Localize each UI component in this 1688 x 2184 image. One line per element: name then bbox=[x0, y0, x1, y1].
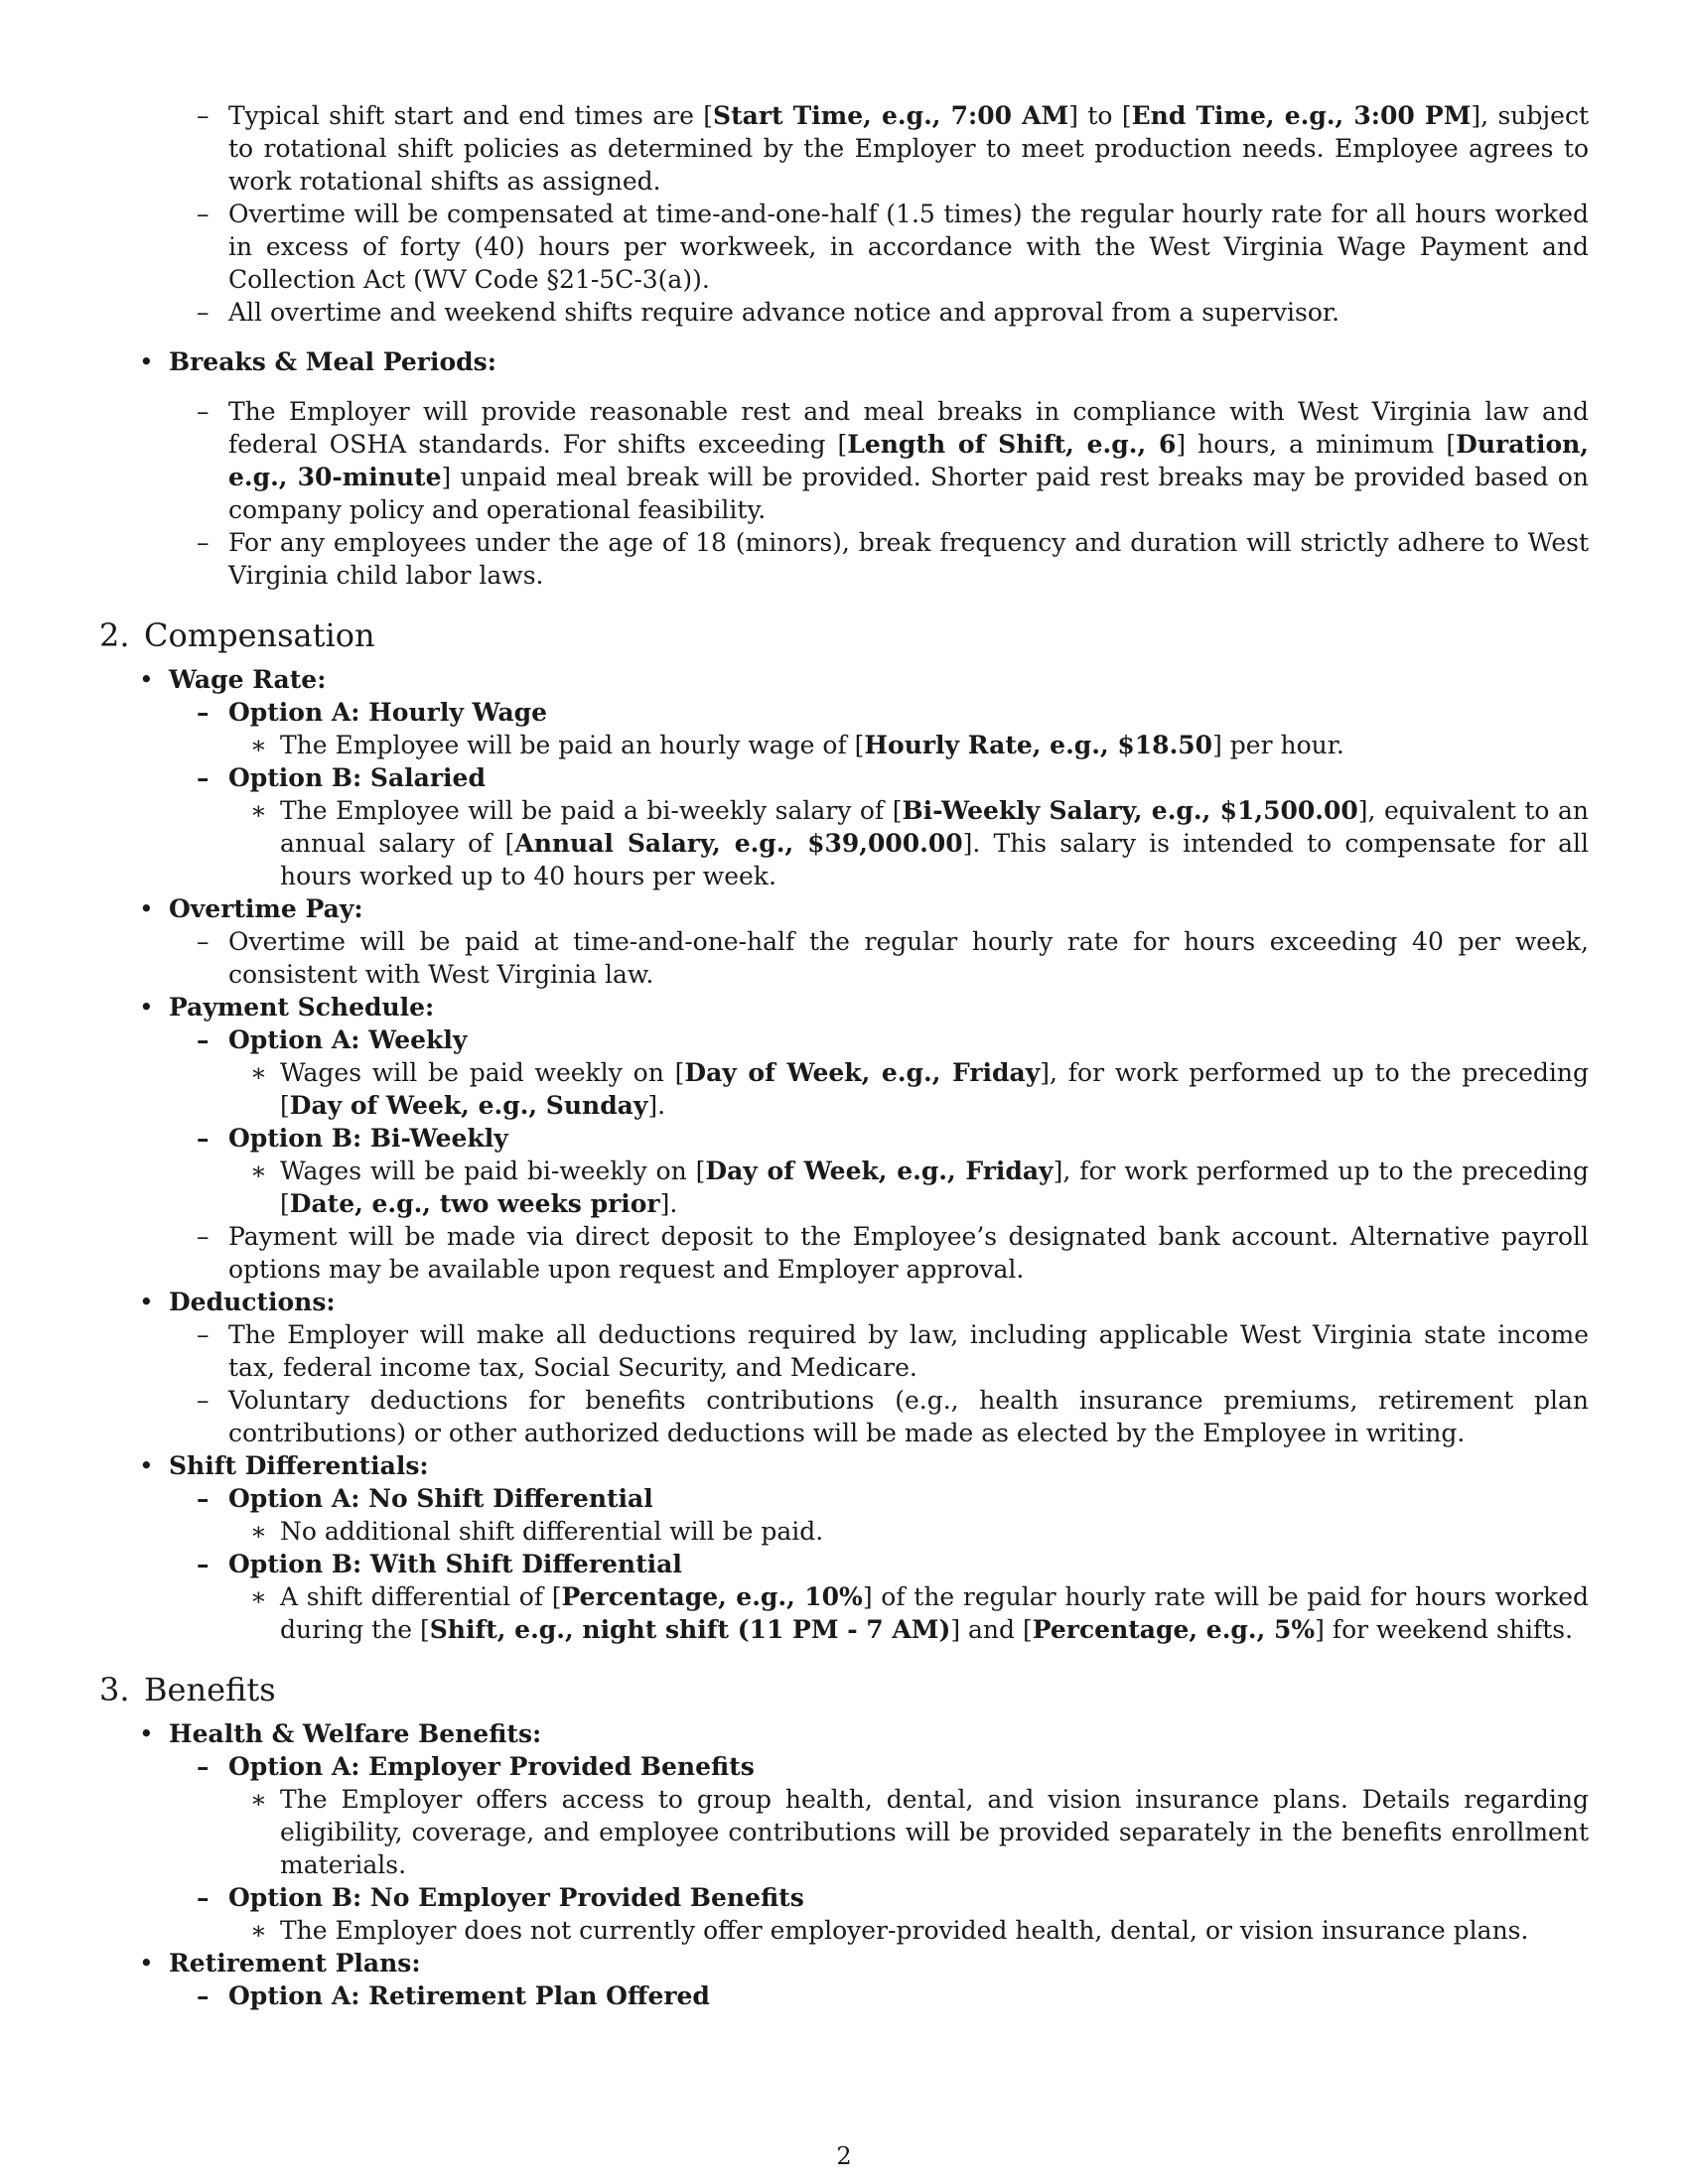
list-item-text: The Employee will be paid a bi-weekly salary of [Bi-Weekly Salary, e.g., $1,500.00], equivalent to an annual salary of [Annual Salary, e.g., $39,000.00]. This salary is intended to compensate for all hours worked up to 40 hours per week. bbox=[280, 796, 1589, 890]
shift-differentials-heading bbox=[99, 1449, 1589, 1482]
dash-marker: – bbox=[197, 1752, 210, 1781]
bullet-marker: • bbox=[139, 894, 154, 923]
list-item bbox=[99, 1155, 1589, 1220]
placeholder-field: Hourly Rate, e.g., $18.50 bbox=[864, 731, 1213, 759]
list-item-text: Voluntary deductions for benefits contributions (e.g., health insurance premiums, retirement plan contributions) or other authorized deductions will be made as elected by the Employee in writing. bbox=[228, 1386, 1589, 1447]
placeholder-field: End Time, e.g., 3:00 PM bbox=[1131, 101, 1472, 130]
shift-differentials-label: Shift Differentials: bbox=[169, 1451, 429, 1480]
section-number: 2. bbox=[99, 616, 130, 654]
list-item-text: The Employee will be paid an hourly wage of [Hourly Rate, e.g., $18.50] per hour. bbox=[280, 731, 1344, 759]
list-item bbox=[99, 99, 1589, 198]
placeholder-field: Day of Week, e.g., Sunday bbox=[289, 1091, 648, 1120]
list-item bbox=[99, 794, 1589, 892]
overtime-heading bbox=[99, 892, 1589, 925]
dash-marker: – bbox=[197, 101, 210, 130]
list-item-text: All overtime and weekend shifts require advance notice and approval from a supervisor. bbox=[228, 298, 1340, 327]
list-item-text: The Employer offers access to group health, dental, and vision insurance plans. Details regarding eligibility, coverage, and employee contributions will be provided separately in the benefits enrollment materials. bbox=[280, 1785, 1589, 1879]
dash-marker: – bbox=[197, 1550, 210, 1578]
dash-marker: – bbox=[197, 1883, 210, 1912]
dash-marker: – bbox=[197, 1124, 210, 1153]
asterisk-marker: ∗ bbox=[250, 1517, 267, 1546]
breaks-heading bbox=[99, 345, 1589, 378]
option-label: Option B: With Shift Differential bbox=[228, 1550, 682, 1578]
dash-marker: – bbox=[197, 1484, 210, 1513]
dash-marker: – bbox=[197, 1320, 210, 1349]
option-heading bbox=[99, 1881, 1589, 1914]
list-item bbox=[99, 1783, 1589, 1881]
placeholder-field: Length of Shift, e.g., 6 bbox=[847, 430, 1177, 459]
option-label: Option A: Hourly Wage bbox=[228, 698, 548, 727]
option-heading bbox=[99, 1122, 1589, 1155]
placeholder-field: Day of Week, e.g., Friday bbox=[705, 1157, 1054, 1185]
dash-marker: – bbox=[197, 1025, 210, 1054]
retirement-heading bbox=[99, 1947, 1589, 1979]
section-heading-benefits bbox=[99, 1670, 1589, 1709]
option-heading bbox=[99, 1482, 1589, 1515]
option-heading bbox=[99, 696, 1589, 729]
option-label: Option B: Bi-Weekly bbox=[228, 1124, 508, 1153]
list-item-text: A shift differential of [Percentage, e.g., 10%] of the regular hourly rate will be paid for hours worked during the [Shift, e.g., night shift (11 PM - 7 AM)] and [Percentage, e.g., 5%] for weekend shifts. bbox=[280, 1582, 1589, 1644]
list-item bbox=[99, 925, 1589, 991]
retirement-label: Retirement Plans: bbox=[169, 1949, 421, 1978]
dash-marker: – bbox=[197, 927, 210, 956]
health-welfare-label: Health & Welfare Benefits: bbox=[169, 1719, 542, 1748]
payment-schedule-heading bbox=[99, 991, 1589, 1024]
bullet-marker: • bbox=[139, 347, 154, 376]
list-item bbox=[99, 395, 1589, 526]
section-title: Benefits bbox=[144, 1671, 276, 1708]
list-item-text: The Employer does not currently offer employer-provided health, dental, or vision insurance plans. bbox=[280, 1916, 1529, 1945]
bullet-marker: • bbox=[139, 1719, 154, 1748]
overtime-label: Overtime Pay: bbox=[169, 894, 363, 923]
placeholder-field: Shift, e.g., night shift (11 PM - 7 AM) bbox=[429, 1615, 951, 1644]
option-heading bbox=[99, 1024, 1589, 1056]
page-number: 2 bbox=[836, 2142, 852, 2170]
option-heading bbox=[99, 1548, 1589, 1580]
placeholder-field: Percentage, e.g., 5% bbox=[1032, 1615, 1316, 1644]
section-heading-compensation bbox=[99, 615, 1589, 655]
placeholder-field: Bi-Weekly Salary, e.g., $1,500.00 bbox=[902, 796, 1358, 825]
option-label: Option A: Weekly bbox=[228, 1025, 468, 1054]
bullet-marker: • bbox=[139, 1288, 154, 1316]
placeholder-field: Start Time, e.g., 7:00 AM bbox=[713, 101, 1069, 130]
bullet-marker: • bbox=[139, 993, 154, 1022]
bullet-marker: • bbox=[139, 1451, 154, 1480]
dash-marker: – bbox=[197, 1981, 210, 2010]
list-item bbox=[99, 1056, 1589, 1122]
list-item bbox=[99, 1515, 1589, 1548]
list-item bbox=[99, 526, 1589, 592]
bullet-marker: • bbox=[139, 665, 154, 694]
dash-marker: – bbox=[197, 397, 210, 426]
breaks-list bbox=[99, 395, 1589, 592]
asterisk-marker: ∗ bbox=[250, 1916, 267, 1945]
list-item-text: For any employees under the age of 18 (minors), break frequency and duration will strictly adhere to West Virginia child labor laws. bbox=[228, 528, 1589, 590]
list-item-text: Overtime will be paid at time-and-one-half the regular hourly rate for hours exceeding 40 per week, consistent with West Virginia law. bbox=[228, 927, 1589, 989]
dash-marker: – bbox=[197, 763, 210, 792]
deductions-heading bbox=[99, 1286, 1589, 1318]
option-label: Option B: No Employer Provided Benefits bbox=[228, 1883, 804, 1912]
asterisk-marker: ∗ bbox=[250, 1582, 267, 1611]
section-title: Compensation bbox=[144, 616, 375, 654]
section-number: 3. bbox=[99, 1671, 130, 1708]
dash-marker: – bbox=[197, 1222, 210, 1251]
dash-marker: – bbox=[197, 298, 210, 327]
option-label: Option A: No Shift Differential bbox=[228, 1484, 653, 1513]
dash-marker: – bbox=[197, 200, 210, 228]
wage-rate-label: Wage Rate: bbox=[169, 665, 327, 694]
list-item bbox=[99, 198, 1589, 296]
bullet-marker: • bbox=[139, 1949, 154, 1978]
list-item bbox=[99, 1384, 1589, 1449]
asterisk-marker: ∗ bbox=[250, 1058, 267, 1087]
list-item-text: The Employer will provide reasonable rest and meal breaks in compliance with West Virginia law and federal OSHA standards. For shifts exceeding [Length of Shift, e.g., 6] hours, a minimum [Duration, e.g., 30-minute] unpaid meal break will be provided. Shorter paid rest breaks may be provided based on company policy and operational feasibility. bbox=[228, 397, 1590, 524]
option-label: Option A: Retirement Plan Offered bbox=[228, 1981, 710, 2010]
option-heading bbox=[99, 761, 1589, 794]
payment-schedule-label: Payment Schedule: bbox=[169, 993, 435, 1022]
list-item-text: Wages will be paid weekly on [Day of Week, e.g., Friday], for work performed up to the preceding [Day of Week, e.g., Sunday]. bbox=[280, 1058, 1589, 1120]
placeholder-field: Day of Week, e.g., Friday bbox=[684, 1058, 1041, 1087]
asterisk-marker: ∗ bbox=[250, 1785, 267, 1814]
list-item-text: Typical shift start and end times are [Start Time, e.g., 7:00 AM] to [End Time, e.g., 3:00 PM], subject to rotational shift policies as determined by the Employer to meet production needs. Employee agrees to work rotational shifts as assigned. bbox=[228, 101, 1589, 196]
list-item bbox=[99, 1220, 1589, 1286]
dash-marker: – bbox=[197, 1386, 210, 1415]
list-item-text: Overtime will be compensated at time-and-one-half (1.5 times) the regular hourly rate for all hours worked in excess of forty (40) hours per workweek, in accordance with the West Virginia Wage Payment and Collection Act (WV Code §21-5C-3(a)). bbox=[228, 200, 1589, 294]
hours-list bbox=[99, 99, 1589, 329]
list-item bbox=[99, 1580, 1589, 1646]
dash-marker: – bbox=[197, 698, 210, 727]
list-item-text: The Employer will make all deductions required by law, including applicable West Virginia state income tax, federal income tax, Social Security, and Medicare. bbox=[228, 1320, 1589, 1382]
list-item-text: Wages will be paid bi-weekly on [Day of Week, e.g., Friday], for work performed up to the preceding [Date, e.g., two weeks prior]. bbox=[280, 1157, 1589, 1218]
asterisk-marker: ∗ bbox=[250, 796, 267, 825]
placeholder-field: Duration, e.g., 30-minute bbox=[228, 430, 1589, 491]
dash-marker: – bbox=[197, 528, 210, 557]
placeholder-field: Annual Salary, e.g., $39,000.00 bbox=[514, 829, 963, 858]
list-item bbox=[99, 296, 1589, 329]
option-label: Option B: Salaried bbox=[228, 763, 486, 792]
document-page bbox=[99, 99, 1589, 2012]
placeholder-field: Date, e.g., two weeks prior bbox=[289, 1189, 660, 1218]
list-item bbox=[99, 729, 1589, 761]
health-welfare-heading bbox=[99, 1717, 1589, 1750]
deductions-label: Deductions: bbox=[169, 1288, 336, 1316]
option-label: Option A: Employer Provided Benefits bbox=[228, 1752, 755, 1781]
list-item bbox=[99, 1318, 1589, 1384]
asterisk-marker: ∗ bbox=[250, 1157, 267, 1185]
option-heading bbox=[99, 1750, 1589, 1783]
list-item-text: No additional shift differential will be paid. bbox=[280, 1517, 824, 1546]
list-item bbox=[99, 1914, 1589, 1947]
placeholder-field: Percentage, e.g., 10% bbox=[561, 1582, 863, 1611]
breaks-label: Breaks & Meal Periods: bbox=[169, 347, 496, 376]
option-heading bbox=[99, 1979, 1589, 2012]
asterisk-marker: ∗ bbox=[250, 731, 267, 759]
wage-rate-heading bbox=[99, 663, 1589, 696]
list-item-text: Payment will be made via direct deposit to the Employee’s designated bank account. Alternative payroll options may be available upon request and Employer approval. bbox=[228, 1222, 1589, 1284]
